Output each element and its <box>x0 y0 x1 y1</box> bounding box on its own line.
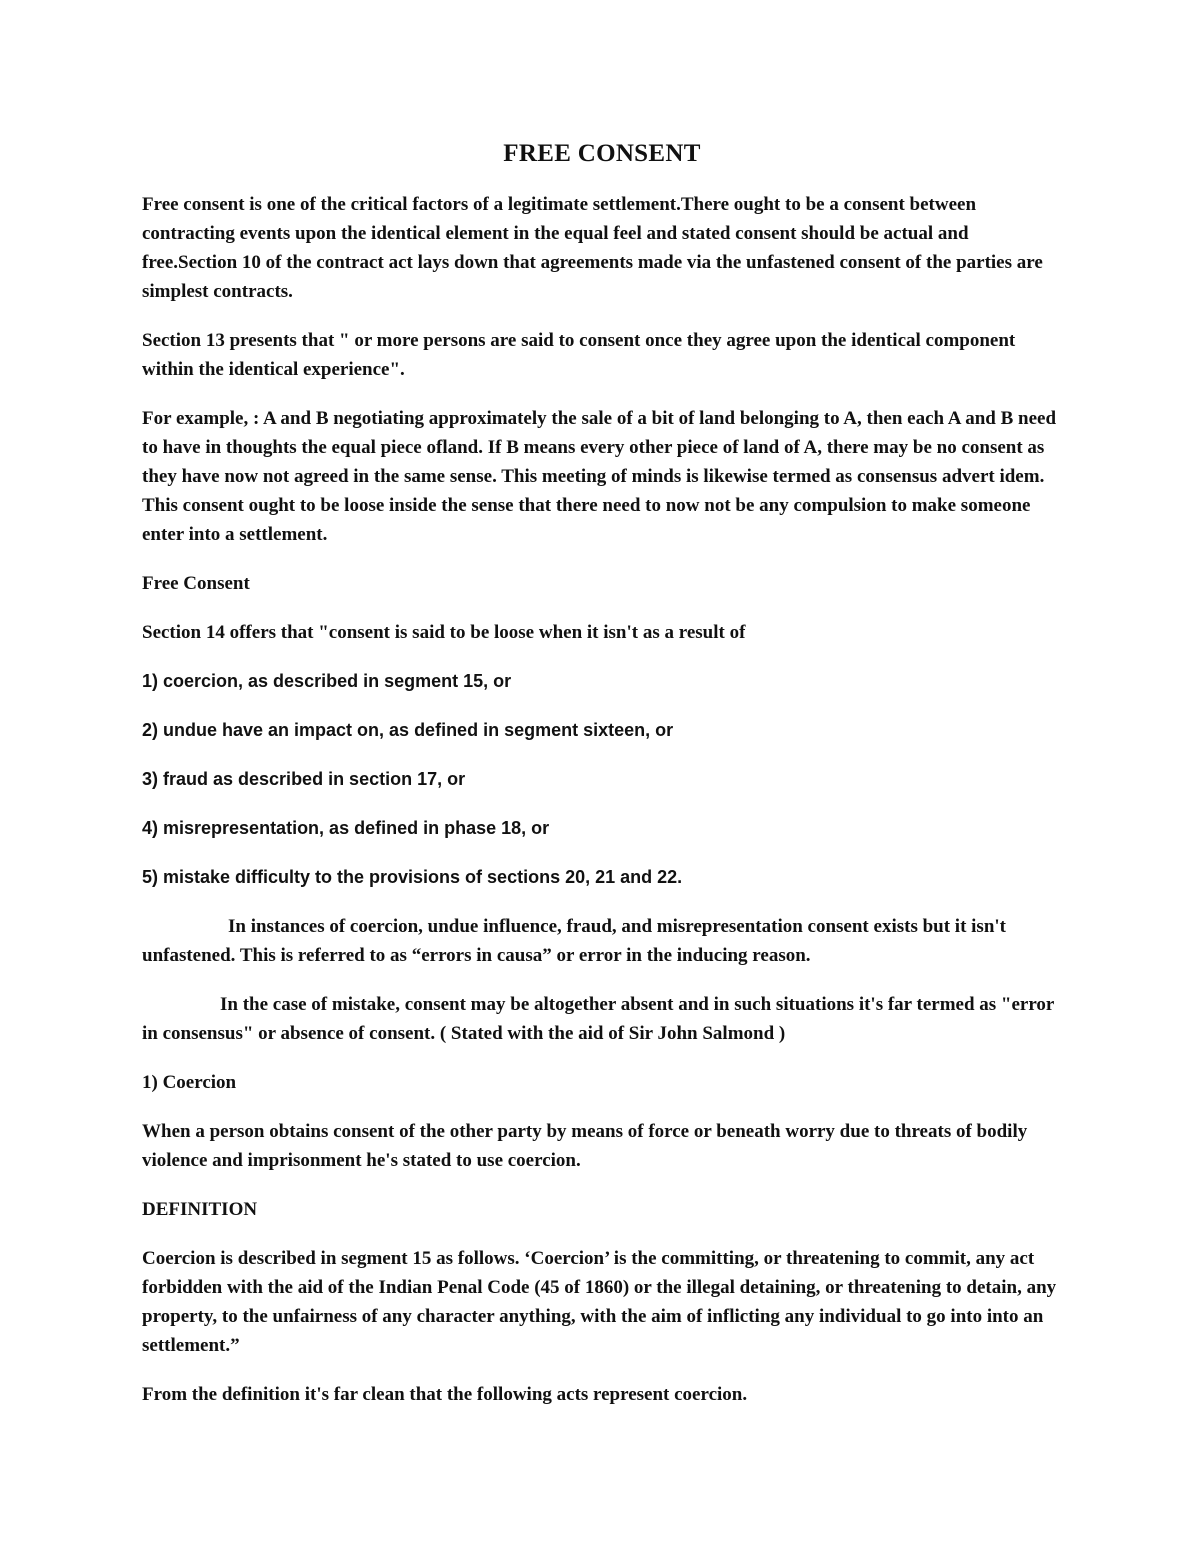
paragraph-definition: Coercion is described in segment 15 as follows. ‘Coercion’ is the committing, or threatening to commit, any act forbidden with the aid of the Indian Penal Code (45 of 1860) or the illegal detaining, or threatening to detain, any property, to the unfairness of any character anything, with the aim of inflicting any individual to go into into an settlement.” <box>142 1248 1057 1356</box>
paragraph-coercion: When a person obtains consent of the other party by means of force or beneath worry due to threats of bodily violence and imprisonment he's stated to use coercion. <box>142 1121 1028 1171</box>
paragraph-section-14: Section 14 offers that "consent is said to be loose when it isn't as a result of <box>142 622 746 643</box>
list-item-coercion: 1) coercion, as described in segment 15, or <box>142 671 512 691</box>
list-item-mistake: 5) mistake difficulty to the provisions of sections 20, 21 and 22. <box>142 867 683 887</box>
list-item-undue-influence: 2) undue have an impact on, as defined in segment sixteen, or <box>142 720 674 740</box>
list-item-fraud: 3) fraud as described in section 17, or <box>142 769 466 789</box>
subheading-coercion: 1) Coercion <box>142 1072 237 1093</box>
subheading-definition: DEFINITION <box>142 1199 258 1220</box>
paragraph-section-13: Section 13 presents that " or more persons are said to consent once they agree upon the identical component within the identical experience". <box>142 330 1016 380</box>
paragraph-example: For example, : A and B negotiating approximately the sale of a bit of land belonging to A, then each A and B need to have in thoughts the equal piece ofland. If B means every other piece of land of A, there may be no consent as they have now not agreed in the same sense. This meeting of minds is likewise termed as consensus advert idem. This consent ought to be loose inside the sense that there need to now not be any compulsion to make someone enter into a settlement. <box>142 408 1057 545</box>
paragraph-instances: In instances of coercion, undue influence, fraud, and misrepresentation consent exists but it isn't unfastened. This is referred to as “errors in causa” or error in the inducing reason. <box>142 916 1006 966</box>
document-title: FREE CONSENT <box>503 140 701 167</box>
paragraph-intro: Free consent is one of the critical factors of a legitimate settlement.There ought to be a consent between contracting events upon the identical element in the equal feel and stated consent should be actual and free.Section 10 of the contract act lays down that agreements made via the unfastened consent of the parties are simplest contracts. <box>142 194 1043 302</box>
paragraph-mistake: In the case of mistake, consent may be altogether absent and in such situations it's far termed as "error in consensus" or absence of consent. ( Stated with the aid of Sir John Salmond ) <box>142 994 1055 1044</box>
paragraph-from-definition: From the definition it's far clean that the following acts represent coercion. <box>142 1384 748 1405</box>
subheading-free-consent: Free Consent <box>142 573 250 594</box>
list-item-misrepresentation: 4) misrepresentation, as defined in phase 18, or <box>142 818 550 838</box>
document-page <box>142 140 1062 1429</box>
